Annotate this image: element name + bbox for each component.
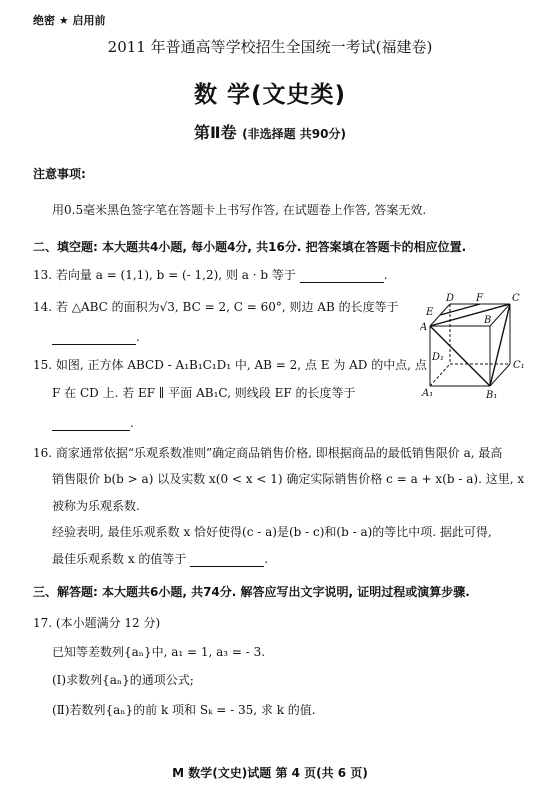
label-F: F [476, 293, 483, 304]
confidential-label: 绝密 ★ 启用前 [33, 14, 106, 27]
answer-blank-13 [300, 268, 384, 283]
page-footer: M 数学(文史)试题 第 4 页(共 6 页) [172, 766, 368, 780]
question-17-part1: (Ⅰ)求数列{aₙ}的通项公式; [52, 673, 194, 687]
label-C1: C₁ [513, 360, 525, 371]
notice-text: 用0.5毫米黑色签字笔在答题卡上书写作答, 在试题卷上作答, 答案无效. [52, 203, 427, 217]
question-16-line5: 最佳乐观系数 x 的值等于 . [52, 552, 269, 566]
label-D: D [446, 293, 455, 304]
answer-blank-16 [190, 552, 264, 567]
volume-label: 第Ⅱ卷 [194, 123, 237, 142]
subject-title: 数 学(文史类) [193, 82, 347, 108]
question-13: 13. 若向量 a = (1,1), b = (- 1,2), 则 a · b 等于 . [33, 268, 388, 282]
label-A1: A₁ [422, 388, 434, 399]
question-17-title: 17. (本小题满分 12 分) [33, 616, 161, 630]
label-D1: D₁ [432, 352, 445, 363]
section2-heading: 二、填空题: 本大题共4小题, 每小题4分, 共16分. 把答案填在答题卡的相应位置. [33, 240, 467, 254]
answer-blank-14: . [52, 330, 140, 345]
section3-heading: 三、解答题: 本大题共6小题, 共74分. 解答应写出文字说明, 证明过程或演算步骤. [33, 585, 470, 599]
notice-heading: 注意事项: [33, 167, 86, 181]
label-A: A [420, 322, 428, 333]
label-B1: B₁ [486, 390, 498, 401]
question-16-line3: 被称为乐观系数. [52, 499, 140, 513]
question-15-line2: F 在 CD 上. 若 EF ∥ 平面 AB₁C, 则线段 EF 的长度等于 [52, 386, 356, 400]
question-16-line2: 销售限价 b(b > a) 以及实数 x(0 < x < 1) 确定实际销售价格 c = a + x(b - a). 这里, x [52, 472, 525, 486]
question-16-line4: 经验表明, 最佳乐观系数 x 恰好使得(c - a)是(b - c)和(b - a)的等比中项. 据此可得, [52, 525, 492, 539]
answer-blank-15: . [52, 416, 134, 431]
question-14: 14. 若 △ABC 的面积为√3, BC = 2, C = 60°, 则边 AB 的长度等于 [33, 300, 399, 314]
question-17-part2: (Ⅱ)若数列{aₙ}的前 k 项和 Sₖ = - 35, 求 k 的值. [52, 703, 316, 717]
volume-note: (非选择题 共90分) [242, 127, 346, 141]
question-17-given: 已知等差数列{aₙ}中, a₁ = 1, a₃ = - 3. [52, 645, 266, 659]
exam-title: 2011 年普通高等学校招生全国统一考试(福建卷) [107, 38, 433, 56]
label-E: E [426, 307, 434, 318]
label-B: B [484, 315, 492, 326]
question-16-line5-text: 最佳乐观系数 x 的值等于 [52, 552, 187, 566]
label-C: C [512, 293, 520, 304]
volume-title [0, 120, 540, 143]
question-13-text: 13. 若向量 a = (1,1), b = (- 1,2), 则 a · b 等于 [33, 268, 296, 282]
cube-figure [420, 292, 530, 406]
question-16-line1: 16. 商家通常依据“乐观系数准则”确定商品销售价格, 即根据商品的最低销售限价 a, 最高 [33, 446, 503, 460]
question-15-line1: 15. 如图, 正方体 ABCD - A₁B₁C₁D₁ 中, AB = 2, 点 E 为 AD 的中点, 点 [33, 358, 427, 372]
